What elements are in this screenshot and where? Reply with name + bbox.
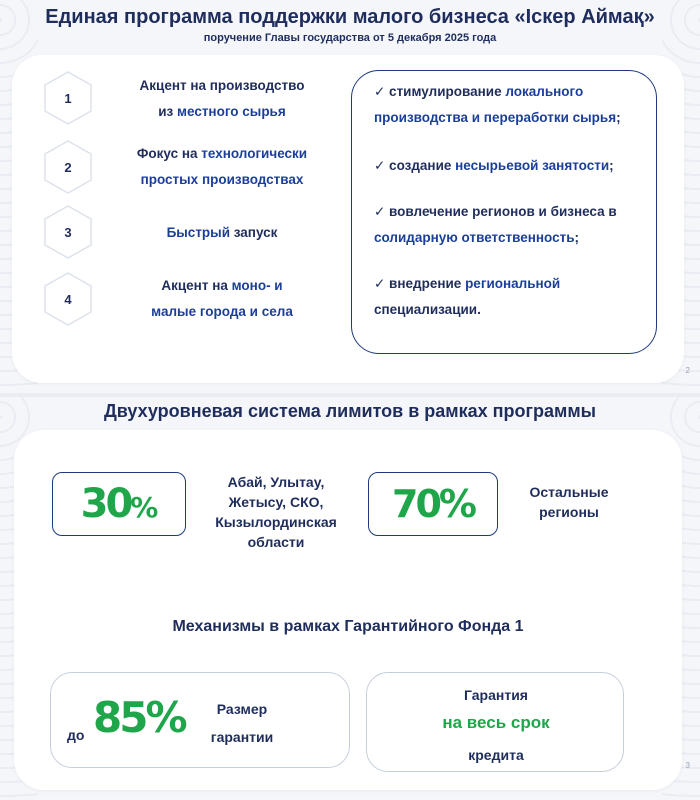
item-2-line1-b: технологически bbox=[201, 146, 308, 161]
region-line-4: области bbox=[247, 534, 305, 550]
limit-30-number: 30 bbox=[80, 481, 131, 527]
limit-70-value: 70% bbox=[392, 482, 474, 526]
goal-3-c: ; bbox=[574, 230, 580, 245]
item-3-text bbox=[107, 220, 337, 246]
slide-1 bbox=[0, 0, 700, 393]
slide-2 bbox=[0, 397, 700, 800]
page-number: 3 bbox=[685, 761, 690, 770]
item-number: 1 bbox=[64, 90, 72, 106]
region-line-2: Жетысу, СКО, bbox=[228, 494, 324, 510]
guarantee-label-line-1: Размер bbox=[216, 701, 268, 717]
item-1-line2-a: из bbox=[158, 104, 177, 119]
region-other-line-2: регионы bbox=[539, 504, 599, 520]
slide-2-title: Двухуровневая система лимитов в рамках программы bbox=[103, 401, 597, 421]
goal-4-a: ✓ внедрение bbox=[374, 276, 466, 291]
slide-1-subtitle: поручение Главы государства от 5 декабря 2025 года bbox=[203, 32, 497, 44]
goal-1-b: локального bbox=[505, 84, 584, 99]
goal-2-a: ✓ создание bbox=[374, 158, 456, 173]
item-4-line1-b: моно- и bbox=[231, 278, 283, 293]
hexagon-badge-2 bbox=[44, 140, 92, 194]
item-4-text bbox=[107, 273, 337, 325]
limit-70-box bbox=[368, 472, 498, 536]
page-number: 2 bbox=[685, 366, 690, 375]
item-1-text bbox=[107, 73, 337, 125]
goal-bullet-2 bbox=[374, 153, 654, 179]
goal-2-c: ; bbox=[609, 158, 614, 173]
hexagon-badge-1 bbox=[44, 71, 92, 125]
limit-30-box bbox=[52, 472, 186, 536]
goal-bullet-1 bbox=[374, 79, 654, 131]
item-4-line1-a: Акцент на bbox=[161, 278, 232, 293]
item-4-line2: малые города и села bbox=[151, 304, 293, 319]
goal-4-b: региональной bbox=[465, 276, 561, 291]
region-other-line-1: Остальные bbox=[529, 484, 609, 500]
slide-1-title: Единая программа поддержки малого бизнеса «Іскер Аймақ» bbox=[45, 6, 655, 28]
item-2-line2: простых производствах bbox=[140, 172, 304, 187]
item-3-line1-b: запуск bbox=[233, 225, 278, 240]
goal-2-b: несырьевой занятости bbox=[455, 158, 610, 173]
guarantee-term-line-2: на весь срок bbox=[442, 713, 550, 732]
goal-1-c: производства и переработки сырья bbox=[374, 110, 617, 125]
guarantee-percent: 85% bbox=[93, 693, 185, 742]
guarantee-label-line-2: гарантии bbox=[210, 729, 274, 745]
item-2-line1-a: Фокус на bbox=[136, 146, 202, 161]
guarantee-size-label bbox=[197, 695, 287, 751]
item-3-line1-a: Быстрый bbox=[166, 225, 234, 240]
goal-bullet-4 bbox=[374, 271, 654, 323]
hexagon-badge-4 bbox=[44, 272, 92, 326]
region-line-3: Кызылординская bbox=[215, 514, 337, 530]
goal-4-c: специализации. bbox=[374, 302, 481, 317]
guarantee-size-box bbox=[50, 672, 350, 768]
limit-30-value bbox=[81, 481, 158, 527]
region-line-1: Абай, Улытау, bbox=[227, 474, 325, 490]
goal-1-a: ✓ стимулирование bbox=[374, 84, 506, 99]
item-1-line1: Акцент на производство bbox=[139, 78, 305, 93]
limit-30-regions bbox=[196, 472, 356, 552]
limits-panel bbox=[14, 430, 682, 790]
goal-3-b: солидарную ответственность bbox=[374, 230, 575, 245]
limit-70-regions bbox=[514, 482, 624, 522]
goal-1-d: ; bbox=[616, 110, 621, 125]
guarantee-prefix: до bbox=[67, 727, 85, 743]
mechanisms-title: Механизмы в рамках Гарантийного Фонда 1 bbox=[172, 618, 524, 635]
goals-box bbox=[351, 70, 657, 354]
hexagon-badge-3 bbox=[44, 205, 92, 259]
item-number: 4 bbox=[64, 291, 72, 307]
goal-bullet-3 bbox=[374, 199, 654, 251]
goal-3-a: ✓ вовлечение регионов и бизнеса в bbox=[374, 204, 617, 219]
item-number: 2 bbox=[64, 159, 72, 175]
guarantee-term-line-3: кредита bbox=[468, 747, 524, 763]
guarantee-term-line-1: Гарантия bbox=[464, 687, 528, 703]
limit-30-unit: % bbox=[130, 491, 158, 524]
guarantee-term-box bbox=[366, 672, 624, 772]
item-1-line2-b: местного сырья bbox=[177, 104, 286, 119]
item-number: 3 bbox=[64, 224, 72, 240]
item-2-text bbox=[107, 141, 337, 193]
